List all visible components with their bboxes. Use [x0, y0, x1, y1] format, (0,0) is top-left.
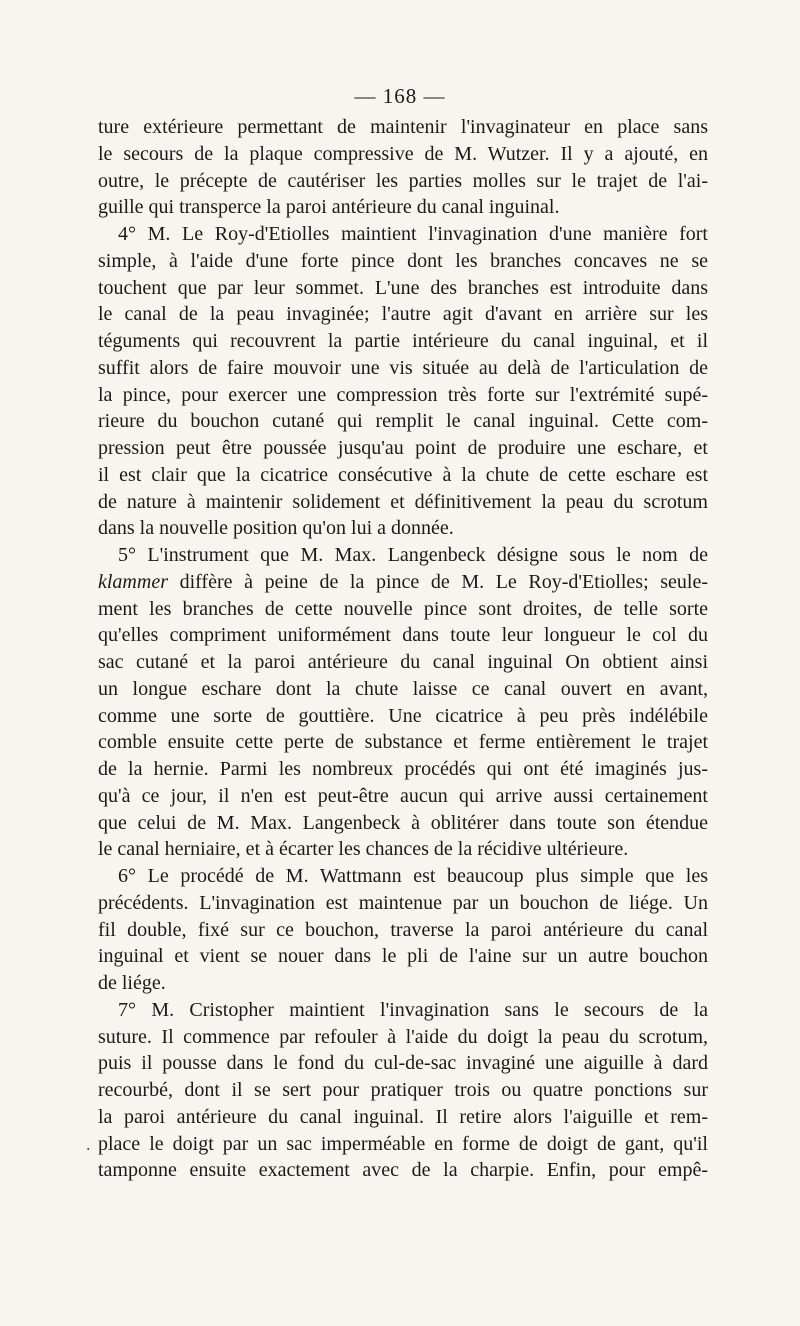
text-line: 4° M. Le Roy-d'Etiolles maintient l'invagination d'une manière fort	[118, 223, 708, 245]
text-line: qu'à ce jour, il n'en est peut-être aucun qui arrive aussi certainement	[98, 784, 708, 807]
text-line: de la hernie. Parmi les nombreux procédés qui ont été imaginés jus-	[98, 758, 708, 780]
text-line: téguments qui recouvrent la partie intérieure du canal inguinal, et il	[98, 330, 708, 352]
text-line: le secours de la plaque compressive de M. Wutzer. Il y a ajouté, en	[98, 142, 708, 165]
text-line: inguinal et vient se nouer dans le pli de l'aine sur un autre bouchon	[98, 945, 708, 968]
page-number: — 168 —	[354, 84, 446, 108]
text-line: comble ensuite cette perte de substance et ferme entièrement le trajet	[98, 731, 708, 754]
text-line: 5° L'instrument que M. Max. Langenbeck désigne sous le nom de	[118, 544, 708, 566]
text-line: outre, le précepte de cautériser les parties molles sur le trajet de l'ai-	[98, 169, 708, 192]
text-line: rieure du bouchon cutané qui remplit le canal inguinal. Cette com-	[98, 410, 708, 433]
text-line: comme une sorte de gouttière. Une cicatrice à peu près indélébile	[98, 704, 708, 727]
text-line: simple, à l'aide d'une forte pince dont les branches concaves ne se	[98, 249, 708, 272]
text-line: touchent que par leur sommet. L'une des branches est introduite dans	[98, 276, 708, 299]
text-line: la pince, pour exercer une compression très forte sur l'extrémité supé-	[98, 383, 708, 406]
body-text	[98, 114, 708, 1184]
text-line: qu'elles compriment uniformément dans toute leur longueur le col du	[98, 624, 708, 647]
text-line: tamponne ensuite exactement avec de la charpie. Enfin, pour empê-	[98, 1159, 708, 1182]
text-line: le canal de la peau invaginée; l'autre agit d'avant en arrière sur les	[98, 303, 708, 326]
text-line: suture. Il commence par refouler à l'aide du doigt la peau du scrotum,	[98, 1025, 708, 1048]
text-line: dans la nouvelle position qu'on lui a donnée.	[98, 517, 454, 540]
text-line: suffit alors de faire mouvoir une vis située au delà de l'articulation de	[98, 356, 708, 379]
text-line: guille qui transperce la paroi antérieure du canal inguinal.	[98, 196, 560, 219]
text-line: puis il pousse dans le fond du cul-de-sac invaginé une aiguille à dard	[98, 1052, 708, 1075]
text-line: de liége.	[98, 972, 166, 994]
text-line: place le doigt par un sac imperméable en forme de doigt de gant, qu'il	[98, 1132, 708, 1155]
text-line: le canal herniaire, et à écarter les chances de la récidive ultérieure.	[98, 838, 629, 861]
text-line: 7° M. Cristopher maintient l'invagination sans le secours de la	[118, 998, 708, 1021]
text-line: ture extérieure permettant de maintenir l'invaginateur en place sans	[98, 116, 708, 138]
text-line: pression peut être poussée jusqu'au point de produire une eschare, et	[98, 437, 708, 459]
text-line: fil double, fixé sur ce bouchon, traverse la paroi antérieure du canal	[98, 918, 708, 941]
text-line: la paroi antérieure du canal inguinal. Il retire alors l'aiguille et rem-	[98, 1105, 708, 1128]
text-line: un longue eschare dont la chute laisse ce canal ouvert en avant,	[98, 677, 708, 700]
text-line: ment les branches de cette nouvelle pince sont droites, de telle sorte	[98, 597, 708, 620]
italic-term: klammer	[98, 570, 168, 593]
text-line: sac cutané et la paroi antérieure du canal inguinal On obtient ainsi	[98, 651, 708, 673]
text-line: 6° Le procédé de M. Wattmann est beaucoup plus simple que les	[118, 865, 708, 887]
margin-mark: .	[86, 1134, 91, 1154]
text-line: précédents. L'invagination est maintenue par un bouchon de liége. Un	[98, 891, 708, 914]
text-line: klammer diffère à peine de la pince de M. Le Roy-d'Etiolles; seule-	[98, 570, 708, 593]
text-line: il est clair que la cicatrice consécutive à la chute de cette eschare est	[98, 463, 708, 486]
text-line: de nature à maintenir solidement et définitivement la peau du scrotum	[98, 490, 708, 513]
text-line: recourbé, dont il se sert pour pratiquer trois ou quatre ponctions sur	[98, 1079, 708, 1101]
text-line: que celui de M. Max. Langenbeck à oblitérer dans toute son étendue	[98, 811, 708, 834]
